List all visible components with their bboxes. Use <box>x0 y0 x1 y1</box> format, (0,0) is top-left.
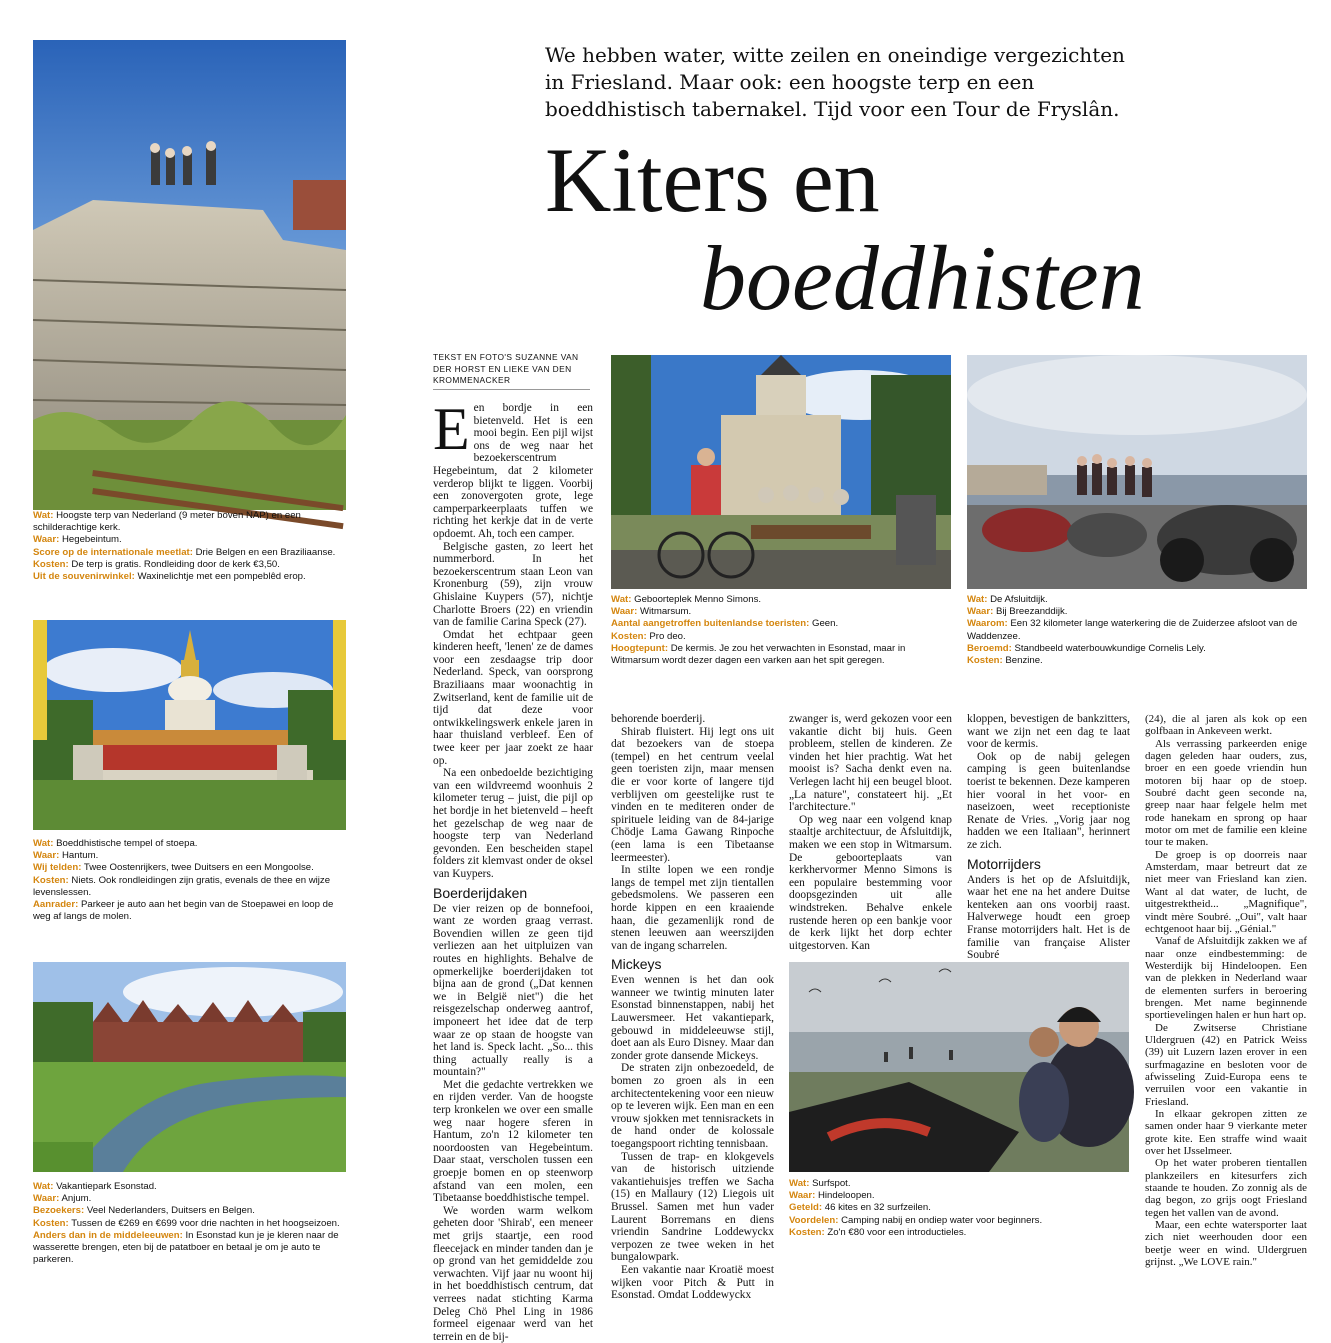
paragraph: De groep is op doorreis naar Amsterdam, maar betreurt dat ze niet meer van Friesland kan zien. Want al dat water, de lucht, de uitgestrektheid... „Magnifique", vindt mère Soubré. „Oui", valt haar echtgenoot haar bij. „Génial." <box>1145 848 1307 935</box>
article-column-2 <box>611 713 774 1302</box>
caption-row: Kosten: De terp is gratis. Rondleiding door de kerk €3,50. <box>33 558 280 570</box>
paragraph: Maar, een echte watersporter laat zich niet weerhouden door een beetje weer en wind. Uldergruen grijnst. „We LOVE rain." <box>1145 1219 1307 1269</box>
photo-menno-simons <box>611 355 951 589</box>
photo-park <box>33 962 346 1172</box>
caption-row: Kosten: Niets. Ook rondleidingen zijn gratis, evenals de thee en wijze levenslessen. <box>33 874 331 898</box>
caption-tempel <box>33 838 346 923</box>
headline-line-1: Kiters en <box>545 129 880 231</box>
article-column-5 <box>1145 713 1307 1268</box>
caption-row: Bezoekers: Veel Nederlanders, Duitsers en Belgen. <box>33 1205 255 1217</box>
photo-surfspot <box>789 962 1129 1172</box>
caption-row: Score op de internationale meetlat: Drie Belgen en een Braziliaanse. <box>33 546 336 558</box>
caption-row: Geteld: 46 kites en 32 surfzeilen. <box>789 1202 931 1214</box>
caption-row: Wat: Hoogste terp van Nederland (9 meter boven NAP) en een schilderachtige kerk. <box>33 510 301 534</box>
paragraph: We worden warm welkom geheten door 'Shirab', een meneer met grijs staartje, een rood fleecejack en minder tanden dan je op grond van het gemiddelde zou verwachten. Vijf jaar nu woont hij in het boeddhistisch centrum, dat verrees nadat stichting Karma Deleg Chö Phel Ling in 1986 formeel eigenaar werd van het terrein en de bij- <box>433 1204 593 1343</box>
paragraph: Een vakantie naar Kroatië moest wijken voor Pitch & Putt in Esonstad. Omdat Loddewyckx <box>611 1263 774 1302</box>
paragraph: behorende boerderij. <box>611 713 706 725</box>
caption-row: Wat: Boeddhistische tempel of stoepa. <box>33 838 198 849</box>
paragraph: (24), die al jaren als kok op een golfbaan in Ankeveen werkt. <box>1145 713 1307 738</box>
caption-surfspot <box>789 1178 1129 1239</box>
paragraph: Een bordje in een bietenveld. Het is een mooi begin. Een pijl wijst ons de weg naar het bezoekerscentrum Hegebeintum, dat 2 kilometer verderop blijkt te liggen. Voorbij een zonovergoten grote, lege camperparkeerplaats tuffen we richting het kerkje dat in de verte opdoemt. Ah, toch een camper. <box>433 396 593 540</box>
caption-row: Aantal aangetroffen buitenlandse toeristen: Geen. <box>611 618 839 630</box>
caption-terp <box>33 510 346 583</box>
caption-row: Wat: Geboorteplek Menno Simons. <box>611 594 762 605</box>
photo-terp <box>33 40 346 507</box>
caption-row: Voordelen: Camping nabij en ondiep water voor beginners. <box>789 1214 1043 1226</box>
caption-row: Uit de souvenirwinkel: Waxinelichtje met een pompeblêd erop. <box>33 571 306 583</box>
caption-row: Kosten: Pro deo. <box>611 630 686 642</box>
paragraph: Na een onbedoelde bezichtiging van een wildvreemd woonhuis 2 kilometer terug – juist, die pijl op het bordje in het bietenveld – heeft het gezelschap de weg naar de hoogste terp van Nederland gevonden. Een bescheiden stapel folders zit klemvast onder de oksel van Kuypers. <box>433 767 593 880</box>
caption-row: Kosten: Zo'n €80 voor een introductieles. <box>789 1226 967 1238</box>
photo-tempel <box>33 620 346 830</box>
paragraph: Vanaf de Afsluitdijk zakken we af naar onze eindbestemming: de Westerdijk bij Hindeloopen. Een van de plekken in Nederland waar de elementen surfers in beroering brengen. Met name beginnende sportievelingen halen er hun hart op. <box>1145 935 1307 1022</box>
caption-row: Beroemd: Standbeeld waterbouwkundige Cornelis Lely. <box>967 642 1206 654</box>
article-column-4 <box>967 713 1130 962</box>
caption-row: Waar: Hantum. <box>33 850 99 862</box>
paragraph: Anders is het op de Afsluitdijk, waar het ene na het andere Duitse kenteken aan ons voorbij raast. Halverwege houdt een groep Franse motorrijders halt. Het is de familie van française Alister Soubré <box>967 873 1130 962</box>
caption-row: Wij telden: Twee Oostenrijkers, twee Duitsers en een Mongoolse. <box>33 862 314 874</box>
caption-row: Waarom: Een 32 kilometer lange waterkering die de Zuiderzee afsloot van de Waddenzee. <box>967 618 1298 642</box>
paragraph: De straten zijn onbezoedeld, de bomen zo groen als in een architectentekening voor een nieuw op te leveren wijk. Een man en een vrouw sjokken met tennisrackets in de hand onder de kolossale toegangspoort richting tennisbaan. <box>611 1062 774 1150</box>
caption-row: Wat: Vakantiepark Esonstad. <box>33 1181 157 1192</box>
subheading: Motorrijders <box>967 855 1041 872</box>
caption-row: Wat: De Afsluitdijk. <box>967 594 1048 605</box>
paragraph: zwanger is, werd gekozen voor een vakantie dicht bij huis. Geen probleem, stellen de kinderen. Ze vinden het hier prachtig. Wat het mooist is? Sacha denkt even na. Verlegen lacht hij een beugel bloot. „La nature", constateert hij. „Et l'architecture." <box>789 713 952 814</box>
caption-row: Hoogtepunt: De kermis. Je zou het verwachten in Esonstad, maar in Witmarsum wordt dezer dagen een varken aan het spit geregen. <box>611 642 906 667</box>
paragraph: In elkaar gekropen zitten ze samen onder haar 9 vierkante meter grote kite. Een straffe wind waait over het IJsselmeer. <box>1145 1108 1307 1158</box>
paragraph: Op weg naar een volgend knap staaltje architectuur, de Afsluitdijk, maken we een stop in Witmarsum. De geboorteplaats van kerkhervormer Menno Simons is een populaire bestemming voor doopsgezinden uit alle windstreken. Behalve enkele rustende heren op een bankje voor de kerk lijkt het dorp echter uitgestorven. Kan <box>789 813 952 952</box>
caption-row: Anders dan in de middeleeuwen: In Esonstad kun je je kleren naar de wasserette brengen, eten bij de patatboer en betaal je om je auto te parkeren. <box>33 1229 339 1266</box>
article-column-3 <box>789 713 952 952</box>
subheading: Mickeys <box>611 956 662 973</box>
caption-row: Waar: Hindeloopen. <box>789 1190 875 1202</box>
caption-row: Waar: Witmarsum. <box>611 606 692 618</box>
caption-menno-simons <box>611 594 951 667</box>
intro-text: We hebben water, witte zeilen en oneindige vergezichten in Friesland. Maar ook: een hoogste terp en een boeddhistisch tabernakel. Tijd voor een Tour de Fryslân. <box>545 43 1125 121</box>
caption-row: Kosten: Tussen de €269 en €699 voor drie nachten in het hoogseizoen. <box>33 1217 340 1229</box>
paragraph: Ook op de nabij gelegen camping is geen buitenlandse toerist te bekennen. Deze kamperen hier vooral in het voor- en naseizoen, weet receptioniste Renate de Vries. „Vorig jaar nog hadden we een Italiaan", herinnert ze zich. <box>967 750 1130 851</box>
caption-park <box>33 1181 346 1266</box>
paragraph: Als verrassing parkeerden enige dagen geleden haar ouders, zus, broer en een goede vriendin hun motoren bij haar op de stoep. Soubré dacht geen seconde na, greep naar haar felgele helm met rode hanekam en sprong op haar motor om met de familie een kleine tour te maken. <box>1145 737 1307 849</box>
paragraph: Shirab fluistert. Hij legt ons uit dat bezoekers van de stoepa (tempel) en het centrum veelal geen toeristen zijn, maar mensen die er voor korte of langere tijd verblijven om geestelijke rust te vinden en te mediteren onder de spirituele leiding van de 84-jarige Chödje Lama Gawang Rinpoche (een lama is een Tibetaanse leermeester). <box>611 725 774 864</box>
paragraph: De vier reizen op de bonnefooi, want ze worden graag verrast. Bovendien willen ze geen tijd verliezen aan het uitpluizen van routes en highlights. Behalve de opmerkelijke boerderijdaken tot bijna aan de grond („Dat kennen we in België niet") die het reisgezelschap onderweg aantrof, imponeert het idee dat de terp waar ze op staan de hoogste van het land is. Speck lacht. „So... this thing actually really is a mountain?" <box>433 902 593 1079</box>
paragraph: De Zwitserse Christiane Uldergruen (42) en Patrick Weiss (39) uit Luzern lazen erover in een surfmagazine en besloten voor de afwisseling Zuid-Europa eens te verruilen voor een vakantie in Friesland. <box>1145 1021 1307 1108</box>
paragraph: Met die gedachte vertrekken we en rijden verder. Van de hoogste terp kronkelen we over een smalle weg naar hogere sferen in Hantum, zo'n 12 kilometer ten noordoosten van Hegebeintum. Daar staat, verscholen tussen een groepje bomen en op steenworp afstand van een molen, een Tibetaanse boeddhistische tempel. <box>433 1078 593 1205</box>
byline: TEKST EN FOTO'S SUZANNE VAN DER HORST EN LIEKE VAN DEN KROMMENACKER <box>433 352 590 390</box>
drop-cap: E <box>433 396 470 462</box>
paragraph: Tussen de trap- en klokgevels van de historisch uitziende vakantiehuisjes treffen we Sacha (15) en Mallaury (12) Liegois uit Brussel. Samen met hun vader Laurent Borremans en diens vriendin Sandrine Loddewyckx verpozen ze twee weken in het bungalowpark. <box>611 1150 774 1264</box>
caption-afsluitdijk <box>967 594 1307 667</box>
caption-row: Waar: Bij Breezanddijk. <box>967 606 1068 618</box>
subheading: Boerderijdaken <box>433 884 528 901</box>
paragraph: Op het water proberen tientallen plankzeilers en kitesurfers zich staande te houden. Zo zonnig als de dag begon, zo grijs oogt Friesland tegen het vallen van de avond. <box>1145 1157 1307 1219</box>
caption-row: Aanrader: Parkeer je auto aan het begin van de Stoepawei en loop de weg af langs de molen. <box>33 899 334 923</box>
caption-row: Wat: Surfspot. <box>789 1178 851 1189</box>
caption-row: Waar: Hegebeintum. <box>33 534 122 546</box>
headline-line-2: boeddhisten <box>700 227 1145 329</box>
photo-afsluitdijk <box>967 355 1307 589</box>
paragraph: Even wennen is het dan ook wanneer we twintig minuten later Esonstad binnenstappen, nabij het Lauwersmeer. Het vakantiepark, gebouwd in middeleeuwse stijl, doet aan als Euro Disney. Maar dan zonder grote dansende Mickeys. <box>611 974 774 1062</box>
paragraph: kloppen, bevestigen de bankzitters, want we zijn net een dag te laat voor de kermis. <box>967 713 1130 751</box>
caption-row: Waar: Anjum. <box>33 1193 92 1205</box>
paragraph: Omdat het echtpaar geen kinderen heeft, 'lenen' ze de dames voor een zesdaagse trip door Nederland. Speck, van oorsprong Braziliaans maar woonachtig in Zwitserland, kent de familie uit de tijd dat deze voor ontwikkelingswerk enkele jaren in haar thuisland verbleef. Een of twee keer per jaar zoekt ze haar op. <box>433 628 593 767</box>
caption-row: Kosten: Benzine. <box>967 655 1043 667</box>
article-column-1 <box>433 396 593 1343</box>
paragraph: Belgische gasten, zo leert het nummerbord. In het bezoekerscentrum staan Leon van Kronenburg (59), zijn vrouw Ghislaine Kuypers (57), nichtje Charlotte Broers (22) en vriendin van de familie Carina Speck (27). <box>433 540 593 629</box>
paragraph: In stilte lopen we een rondje langs de tempel met zijn tientallen gebedsmolens. We passeren een horde kippen en een kraaiende haan, die gezamenlijk rond de stenen leeuwen aan weerszijden van de ingang scharrelen. <box>611 864 774 952</box>
